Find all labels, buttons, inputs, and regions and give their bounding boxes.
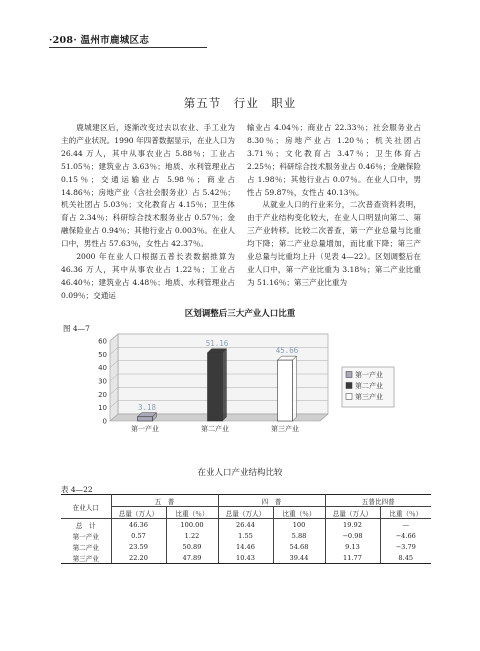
legend-swatch: [346, 372, 352, 378]
group-header: 五普比四普: [325, 495, 431, 507]
table-cell: 1.55: [218, 530, 273, 541]
table-cell: 0.57: [111, 530, 166, 541]
paragraph: 鹿城建区后，逐渐改变过去以农业、手工业为主的产业状况。1990 年四普数据显示，在业人口为 26.44 万人，其中从事农业占 5.88％；工业占 51.05％；建筑业占 3.63％；地质、水利管理业占 0.15％；交通运输业占 5.98％；商业占 14.86％；房地产业（含社会服务业）占 5.42％；机关社团占 5.03％；文化教育占 4.15％；卫生体育占 2.34％；科研综合技术服务业占 0.57％；金融保险业占 0.94％；其他行业占 0.003％。在业人口中，男性占 57.63％，女性占 42.37％。: [61, 123, 235, 249]
paragraph: 输业占 4.04％；商业占 22.33％；社会服务业占 8.30％；房地产业占 1.20％；机关社团占 3.71％；文化教育占 3.47％；卫生体育占 2.25％；科研综合技术服务业占 0.46％；金融保险占 1.98％；其他行业占 0.07％。在业人口中，男性占 59.87％，女性占 40.13％。: [247, 123, 421, 197]
row-header: 在业人口: [61, 495, 111, 519]
y-tick-label: 40: [98, 364, 107, 373]
table-cell: 11.77: [325, 552, 380, 564]
left-text-column: [61, 122, 235, 303]
x-tick-label: 第二产业: [201, 425, 229, 433]
data-label: 45.66: [275, 346, 299, 356]
table-cell: 19.92: [325, 519, 380, 531]
table-cell: 46.36: [111, 519, 166, 531]
table-cell: 50.89: [166, 541, 218, 552]
y-tick-label: 60: [98, 337, 107, 346]
bar: [138, 417, 153, 421]
paragraph: 从就业人口的行业来分，二次普查资料表明，由于产业结构变化较大，在业人口明显向第二、第三产业转移。比较二次普查，第一产业总量与比重均下降；第二产业总量增加，而比重下降；第三产业总量与比重均上升（见表 4—22）。区划调整后在业人口中，第一产业比重为 3.18％；第二产业比重为 51.16％；第三产业比重为: [247, 200, 421, 287]
table-cell: 23.59: [111, 541, 166, 552]
table-cell: 5.88: [273, 530, 325, 541]
table-cell: 8.45: [380, 552, 431, 564]
figure-label: 图 4—7: [63, 324, 90, 333]
row-label: 总 计: [61, 519, 111, 531]
table-row: [61, 530, 431, 541]
table-cell: 100.00: [166, 519, 218, 531]
table-row: [61, 541, 431, 552]
chart-title: 区划调整后三大产业人口比重: [184, 309, 296, 319]
table-cell: 54.68: [273, 541, 325, 552]
subheader: 比重（％）: [273, 507, 325, 519]
table-cell: −0.98: [325, 530, 380, 541]
group-header: 四 普: [218, 495, 325, 507]
y-tick-label: 30: [98, 377, 107, 386]
table-cell: −3.79: [395, 542, 416, 551]
bar-side: [223, 349, 227, 421]
table-label: 表 4—22: [61, 485, 93, 494]
subheader: 总量（万人）: [111, 507, 166, 519]
bar: [208, 353, 223, 421]
legend-swatch: [346, 383, 352, 389]
table-title: 在业人口产业结构比较: [197, 468, 283, 478]
table-row: [61, 552, 431, 564]
row-label: 第一产业: [61, 530, 111, 541]
y-tick-label: 20: [98, 390, 107, 399]
table-cell: 100: [273, 519, 325, 531]
y-tick-label: 10: [98, 404, 107, 413]
legend-label: 第一产业: [355, 371, 383, 379]
subheader: 总量（万人）: [325, 507, 380, 519]
y-tick-label: 0: [102, 417, 107, 426]
paragraph: 2000 年在业人口根据五普长表数据推算为 46.36 万人，其中从事农业占 1.22％；工业占 46.40％；建筑业占 4.48％；地质、水利管理业占 0.09％；交通运: [61, 252, 235, 300]
table-cell: 1.22: [166, 530, 218, 541]
running-header: ·208· 温州市鹿城区志: [49, 35, 150, 46]
y-tick-label: 50: [98, 350, 107, 359]
row-label: 第二产业: [61, 541, 111, 552]
legend-label: 第三产业: [355, 393, 383, 401]
industry-share-bar-chart: [92, 333, 412, 443]
table-cell: 9.13: [325, 541, 380, 552]
data-label: 51.16: [205, 338, 229, 348]
x-tick-label: 第一产业: [131, 425, 159, 433]
header-rule: [49, 47, 207, 48]
table-cell: 39.44: [273, 552, 325, 564]
table-cell: −4.66: [395, 531, 416, 540]
table-cell: —: [402, 520, 410, 529]
table-cell: 47.89: [166, 552, 218, 564]
subheader: 总量（万人）: [218, 507, 273, 519]
legend-label: 第二产业: [355, 382, 383, 390]
x-tick-label: 第三产业: [271, 425, 299, 433]
group-header: 五 普: [111, 495, 218, 507]
table-cell: 14.46: [218, 541, 273, 552]
industry-structure-table: [61, 494, 431, 564]
bar-side: [293, 356, 297, 421]
table-cell: 26.44: [218, 519, 273, 531]
subheader: 比重（％）: [380, 507, 431, 519]
legend-swatch: [346, 394, 352, 400]
right-text-column: [247, 122, 421, 290]
bar: [278, 360, 293, 421]
table-cell: 22.20: [111, 552, 166, 564]
table-row: [61, 519, 431, 531]
row-label: 第三产业: [61, 552, 111, 564]
table-cell: 10.43: [218, 552, 273, 564]
subheader: 比重（％）: [166, 507, 218, 519]
data-label: 3.18: [137, 402, 157, 412]
section-title: 第五节 行业 职业: [183, 96, 297, 110]
